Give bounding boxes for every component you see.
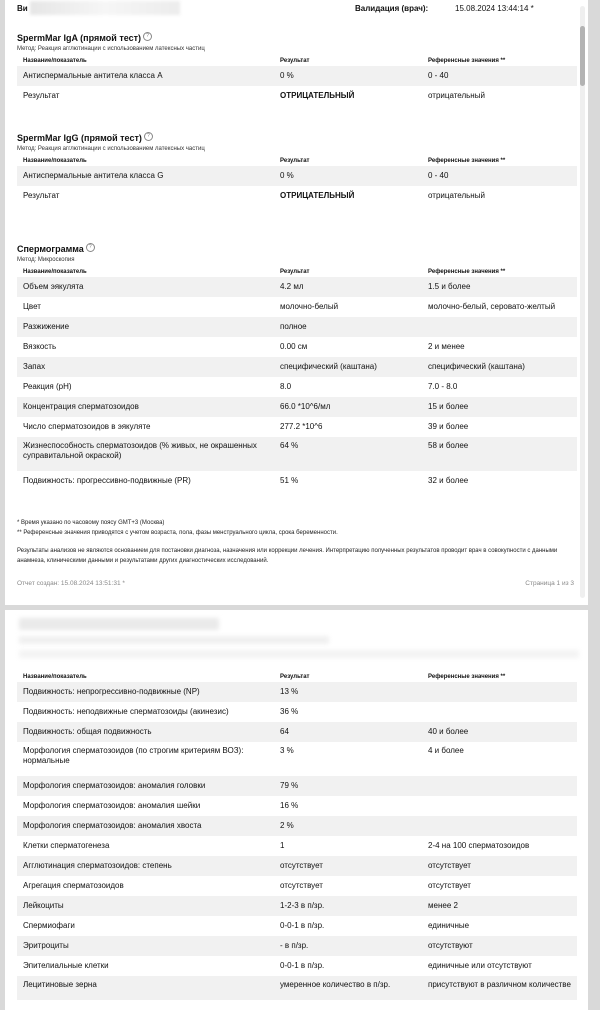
row-result: 1 (280, 841, 285, 850)
col-header-name: Название/показатель (23, 674, 87, 680)
row-result: 64 (274, 722, 422, 742)
section-igg (17, 132, 577, 206)
table-row (17, 936, 577, 956)
table-row (17, 277, 577, 297)
row-result: 64 % (274, 437, 422, 471)
row-reference: менее 2 (422, 896, 577, 916)
table-header-row (17, 56, 577, 66)
table-row (17, 896, 577, 916)
row-result: 79 % (274, 776, 422, 796)
table-row (17, 816, 577, 836)
row-name: Клетки сперматогенеза (23, 841, 110, 850)
col-header-result: Результат (280, 58, 310, 64)
row-name: Агрегация сперматозоидов (23, 881, 124, 890)
row-name: Эритроциты (17, 936, 274, 956)
row-result: ОТРИЦАТЕЛЬНЫЙ (280, 191, 355, 200)
info-icon[interactable]: ? (143, 32, 152, 41)
row-result: 4.2 мл (274, 277, 422, 297)
row-result: 8.0 (280, 382, 292, 391)
col-header-name: Название/показатель (23, 158, 87, 164)
section-title-text: SpermMar IgA (прямой тест) (17, 33, 142, 43)
table-row (17, 976, 577, 1000)
method-text: Метод: Реакция агглютинации с использованием латексных частиц (17, 146, 205, 152)
row-reference: 15 и более (422, 397, 577, 417)
row-reference: 32 и более (428, 476, 469, 485)
col-header-name: Название/показатель (23, 269, 87, 275)
scrollbar-thumb[interactable] (580, 26, 585, 86)
row-reference: отрицательный (428, 91, 485, 100)
table-row (17, 86, 577, 106)
scrollbar[interactable] (580, 6, 585, 598)
row-name: Жизнеспособность сперматозоидов (% живых, не окрашенных суправитальной окраской) (17, 437, 274, 471)
table-row (17, 722, 577, 742)
table-row (17, 471, 577, 491)
table-row (17, 66, 577, 86)
row-reference (422, 816, 577, 836)
row-name: Запах (17, 357, 274, 377)
col-header-reference: Референсные значения ** (428, 158, 506, 164)
section-title-text: SpermMar IgG (прямой тест) (17, 133, 142, 143)
redacted-header-block (19, 650, 579, 658)
row-result: отсутствует (280, 881, 323, 890)
row-result: специфический (каштана) (274, 357, 422, 377)
row-reference: 7.0 - 8.0 (428, 382, 458, 391)
row-name: Лейкоциты (17, 896, 274, 916)
row-result: 36 % (280, 707, 299, 716)
table-row (17, 796, 577, 816)
row-reference: специфический (каштана) (422, 357, 577, 377)
table-row (17, 437, 577, 471)
col-header-reference: Референсные значения ** (428, 269, 506, 275)
row-result: 277.2 *10^6 (280, 422, 323, 431)
table-row (17, 297, 577, 317)
row-name: Агглютинация сперматозоидов: степень (17, 856, 274, 876)
row-name: Разжижение (17, 317, 274, 337)
table-row (17, 317, 577, 337)
col-header-reference: Референсные значения ** (428, 674, 506, 680)
table-row (17, 742, 577, 776)
row-reference (422, 796, 577, 816)
report-page-2 (5, 610, 588, 1010)
validation-label: Валидация (врач): (355, 4, 429, 13)
page-footer (17, 580, 574, 590)
table-row (17, 876, 577, 896)
disclaimer: Результаты анализов не являются основанием для постановки диагноза, назначения или коррекции лечения. Интерпретацию полученных результатов проводит врач в совокупности с данными анамнеза, клиническими данными и результатами других диагностических исследований. (17, 548, 558, 564)
row-reference: отсутствует (422, 856, 577, 876)
row-name: Эпителиальные клетки (23, 961, 109, 970)
table-row (17, 377, 577, 397)
row-reference: 1.5 и более (422, 277, 577, 297)
section-spermogram (17, 243, 577, 491)
row-reference: 58 и более (422, 437, 577, 471)
row-reference: отсутствуют (422, 936, 577, 956)
validation-date: 15.08.2024 13:44:14 * (455, 4, 534, 13)
row-result: 0.00 см (280, 342, 308, 351)
row-name: Спермиофаги (23, 921, 75, 930)
results-table (17, 267, 577, 491)
row-result: ОТРИЦАТЕЛЬНЫЙ (280, 91, 355, 100)
row-reference (422, 682, 577, 702)
row-name: Результат (23, 91, 60, 100)
row-reference (422, 702, 577, 722)
row-result: умеренное количество в п/зр. (274, 976, 422, 1000)
page-number: Страница 1 из 3 (525, 580, 574, 587)
row-reference: единичные или отсутствуют (428, 961, 532, 970)
section-title-text: Спермограмма (17, 244, 84, 254)
report-page-1 (5, 0, 588, 605)
row-result: молочно-белый (280, 302, 339, 311)
row-result: отсутствует (274, 856, 422, 876)
table-header-row (17, 267, 577, 277)
col-header-result: Результат (280, 674, 310, 680)
row-name: Подвижность: прогрессивно-подвижные (PR) (23, 476, 191, 485)
redacted-header-block (30, 1, 180, 15)
col-header-reference: Референсные значения ** (428, 58, 506, 64)
row-name: Морфология сперматозоидов: аномалия хвоста (17, 816, 274, 836)
footnotes (17, 518, 582, 538)
row-name: Антиспермальные антитела класса G (17, 166, 274, 186)
info-icon[interactable]: ? (86, 243, 95, 252)
method-text: Метод: Реакция агглютинации с использованием латексных частиц (17, 46, 205, 52)
table-row (17, 166, 577, 186)
row-name: Вязкость (23, 342, 57, 351)
row-result: 3 % (280, 746, 294, 755)
row-result: 0-0-1 в п/зр. (280, 961, 325, 970)
method-text: Метод: Микроскопия (17, 257, 75, 263)
table-header-row (17, 672, 577, 682)
row-name: Объем эякулята (17, 277, 274, 297)
row-result: 0-0-1 в п/зр. (280, 921, 325, 930)
row-reference: 0 - 40 (422, 166, 577, 186)
row-name: Морфология сперматозоидов: аномалия шейки (23, 801, 201, 810)
time-footnote: * Время указано по часовому поясу GMT+3 (Москва) (17, 520, 165, 526)
table-row (17, 337, 577, 357)
section-spermogram-continued (17, 672, 577, 1000)
row-name: Цвет (23, 302, 41, 311)
row-reference: отсутствует (428, 881, 471, 890)
row-reference: 40 и более (422, 722, 577, 742)
table-row (17, 417, 577, 437)
row-result: 13 % (274, 682, 422, 702)
table-row (17, 357, 577, 377)
row-name: Морфология сперматозоидов (по строгим критериям ВОЗ): нормальные (23, 746, 244, 765)
row-reference: 2-4 на 100 сперматозоидов (428, 841, 530, 850)
table-row (17, 916, 577, 936)
table-row (17, 682, 577, 702)
row-result: 16 % (280, 801, 299, 810)
row-name: Антиспермальные антитела класса А (17, 66, 274, 86)
row-name: Реакция (pH) (23, 382, 72, 391)
table-row (17, 397, 577, 417)
redacted-header-block (19, 618, 219, 630)
reference-footnote: ** Референсные значения приводятся с учетом возраста, пола, фазы менструального цикла, срока беременности. (17, 530, 338, 536)
table-row (17, 956, 577, 976)
table-row (17, 186, 577, 206)
section-title (17, 243, 577, 255)
row-result: 66.0 *10^6/мл (274, 397, 422, 417)
table-row (17, 702, 577, 722)
row-reference: молочно-белый, серовато-желтый (428, 302, 556, 311)
row-result: 0 % (274, 66, 422, 86)
row-result: 51 % (280, 476, 299, 485)
header-left-label: Ви (17, 4, 28, 13)
section-iga (17, 32, 577, 106)
results-table (17, 56, 577, 106)
redacted-header-block (19, 636, 329, 644)
row-reference: 0 - 40 (422, 66, 577, 86)
row-result: - в п/зр. (274, 936, 422, 956)
section-title (17, 32, 577, 44)
row-reference: присутствуют в различном количестве (422, 976, 577, 1000)
report-created: Отчет создан: 15.08.2024 13:51:31 * (17, 580, 125, 587)
col-header-result: Результат (280, 269, 310, 275)
row-name: Результат (23, 191, 60, 200)
results-table (17, 672, 577, 1000)
row-name: Подвижность: неподвижные сперматозоиды (акинезис) (23, 707, 229, 716)
row-name: Число сперматозоидов в эякуляте (23, 422, 151, 431)
results-table (17, 156, 577, 206)
table-header-row (17, 156, 577, 166)
row-result: 1-2-3 в п/зр. (274, 896, 422, 916)
row-reference: 39 и более (428, 422, 469, 431)
row-result: 0 % (274, 166, 422, 186)
section-title (17, 132, 577, 144)
row-reference (422, 317, 577, 337)
table-row (17, 856, 577, 876)
row-name: Подвижность: общая подвижность (17, 722, 274, 742)
row-reference: 2 и менее (428, 342, 465, 351)
row-reference (422, 776, 577, 796)
col-header-name: Название/показатель (23, 58, 87, 64)
table-row (17, 836, 577, 856)
row-result: 2 % (274, 816, 422, 836)
row-result: полное (274, 317, 422, 337)
row-reference: 4 и более (428, 746, 464, 755)
info-icon[interactable]: ? (144, 132, 153, 141)
table-row (17, 776, 577, 796)
col-header-result: Результат (280, 158, 310, 164)
page-header (5, 0, 588, 18)
row-reference: единичные (428, 921, 470, 930)
row-reference: отрицательный (428, 191, 485, 200)
row-name: Подвижность: непрогрессивно-подвижные (NP) (17, 682, 274, 702)
row-name: Концентрация сперматозоидов (17, 397, 274, 417)
row-name: Лецитиновые зерна (17, 976, 274, 1000)
row-name: Морфология сперматозоидов: аномалия головки (17, 776, 274, 796)
